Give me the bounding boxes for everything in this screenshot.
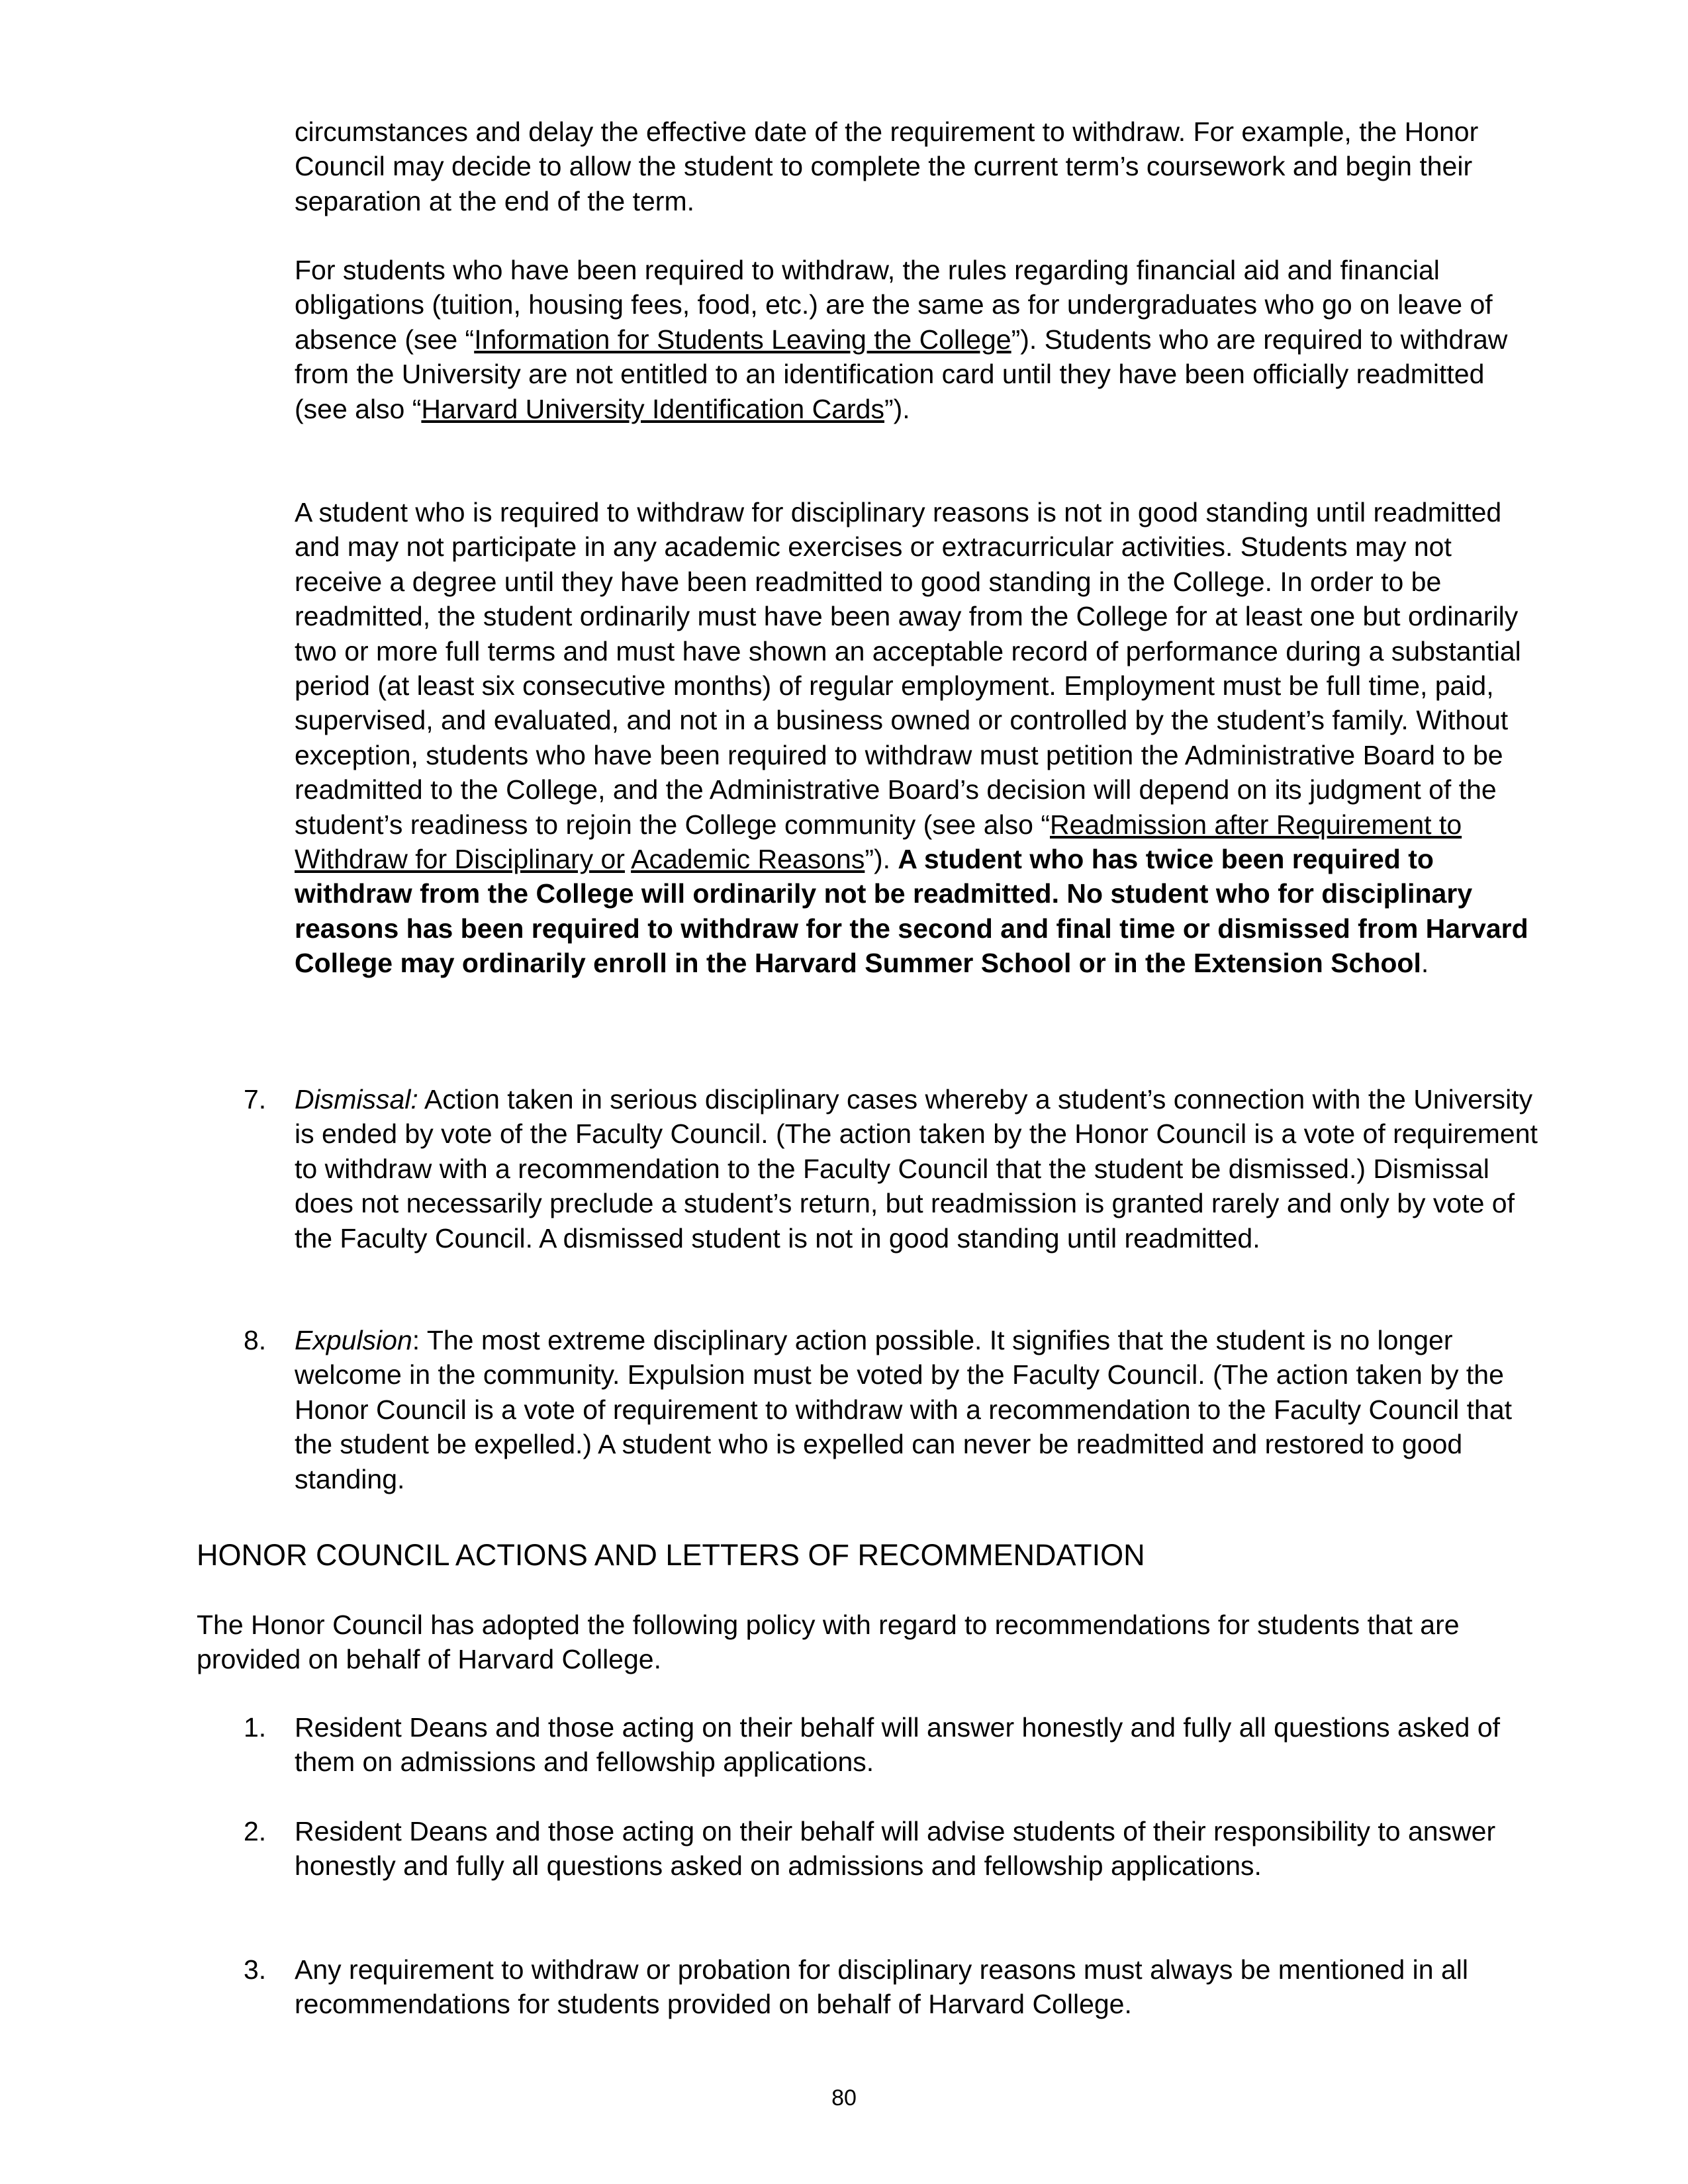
list-item-expulsion xyxy=(295,1323,1539,1496)
page-number: 80 xyxy=(831,2085,857,2111)
list-item-advise-students: Resident Deans and those acting on their behalf will advise students of their responsibility to answer honestly and fully all questions asked on admissions and fellowship applications. xyxy=(295,1816,1496,1882)
paragraph-readmission xyxy=(295,495,1539,981)
list-number-3: 3. xyxy=(244,1954,267,1985)
paragraph-text: ”). Students who are required to withdraw from the University are not entitled to an identification card until they have been officially readmitted (see also “ xyxy=(295,324,1508,424)
term-expulsion: Expulsion xyxy=(295,1325,412,1355)
link-readmission-disciplinary[interactable]: Readmission after Requirement to Withdraw for Disciplinary or xyxy=(295,809,1462,875)
list-item-text: : The most extreme disciplinary action possible. It signifies that the student is no longer welcome in the community. Expulsion must be voted by the Faculty Council. (The action taken by the Honor Council is a vote of requirement to withdraw with a recommendation to the Faculty Council that the student be expelled.) A student who is expelled can never be readmitted and restored to good standing. xyxy=(295,1325,1513,1494)
list-item-text: Action taken in serious disciplinary cases whereby a student’s connection with the University is ended by vote of the Faculty Council. (The action taken by the Honor Council is a vote of requirement to withdraw with a recommendation to the Faculty Council that the student be dismissed.) Dismissal does not necessarily preclude a student’s return, but readmission is granted rarely and only by vote of the Faculty Council. A dismissed student is not in good standing until readmitted. xyxy=(295,1084,1538,1253)
link-separator xyxy=(625,844,631,874)
list-number-1: 1. xyxy=(244,1712,267,1743)
list-item-answer-honestly: Resident Deans and those acting on their behalf will answer honestly and fully all questions asked of them on admissions and fellowship applications. xyxy=(295,1712,1501,1778)
list-number-7: 7. xyxy=(244,1084,267,1115)
section-heading: HONOR COUNCIL ACTIONS AND LETTERS OF RECOMMENDATION xyxy=(197,1538,1145,1572)
list-item-disciplinary-mention: Any requirement to withdraw or probation for disciplinary reasons must always be mentioned in all recommendations for students provided on behalf of Harvard College. xyxy=(295,1954,1468,2020)
paragraph-text: For students who have been required to withdraw, the rules regarding financial aid and financial obligations (tuition, housing fees, food, etc.) are the same as for undergraduates who go on leave of absence (see “ xyxy=(295,255,1493,355)
paragraph-text: . xyxy=(1421,948,1429,979)
paragraph-text: circumstances and delay the effective date of the requirement to withdraw. For example, the Honor Council may decide to allow the student to complete the current term’s coursework and begin their separation at the end of the term. xyxy=(295,116,1479,216)
paragraph-separation-timing xyxy=(295,114,1539,218)
term-dismissal: Dismissal: xyxy=(295,1084,418,1115)
paragraph-text: A student who is required to withdraw for disciplinary reasons is not in good standing until readmitted and may not participate in any academic exercises or extracurricular activities. Students may not receive a degree until they have been readmitted to good standing in the College. In order to be readmitted, the student ordinarily must have been away from the College for at least one but ordinarily two or more full terms and must have shown an acceptable record of performance during a substantial period (at least six consecutive months) of regular employment. Employment must be full time, paid, supervised, and evaluated, and not in a business owned or controlled by the student’s family. Without exception, students who have been required to withdraw must petition the Administrative Board to be readmitted to the College, and the Administrative Board’s decision will depend on its judgment of the student’s readiness to rejoin the College community (see also “ xyxy=(295,497,1521,840)
paragraph-text: ”). xyxy=(884,393,910,424)
link-academic-reasons[interactable]: Academic Reasons xyxy=(631,844,865,875)
list-item-dismissal xyxy=(295,1082,1539,1255)
list-number-8: 8. xyxy=(244,1325,267,1355)
link-harvard-id-cards[interactable]: Harvard University Identification Cards xyxy=(421,393,884,424)
paragraph-text: ”). xyxy=(865,844,898,875)
bold-readmission-policy: A student who has twice been required to withdraw from the College will ordinarily not be readmitted. No student who for disciplinary reasons has been required to withdraw for the second and final time or dismissed from Harvard College may ordinarily enroll in the Harvard Summer School or in the Extension School xyxy=(295,844,1528,979)
link-information-for-students-leaving[interactable]: Information for Students Leaving the College xyxy=(474,324,1011,355)
paragraph-financial-aid xyxy=(295,253,1539,426)
section-intro: The Honor Council has adopted the following policy with regard to recommendations for students that are provided on behalf of Harvard College. xyxy=(197,1610,1460,1675)
list-number-2: 2. xyxy=(244,1816,267,1846)
